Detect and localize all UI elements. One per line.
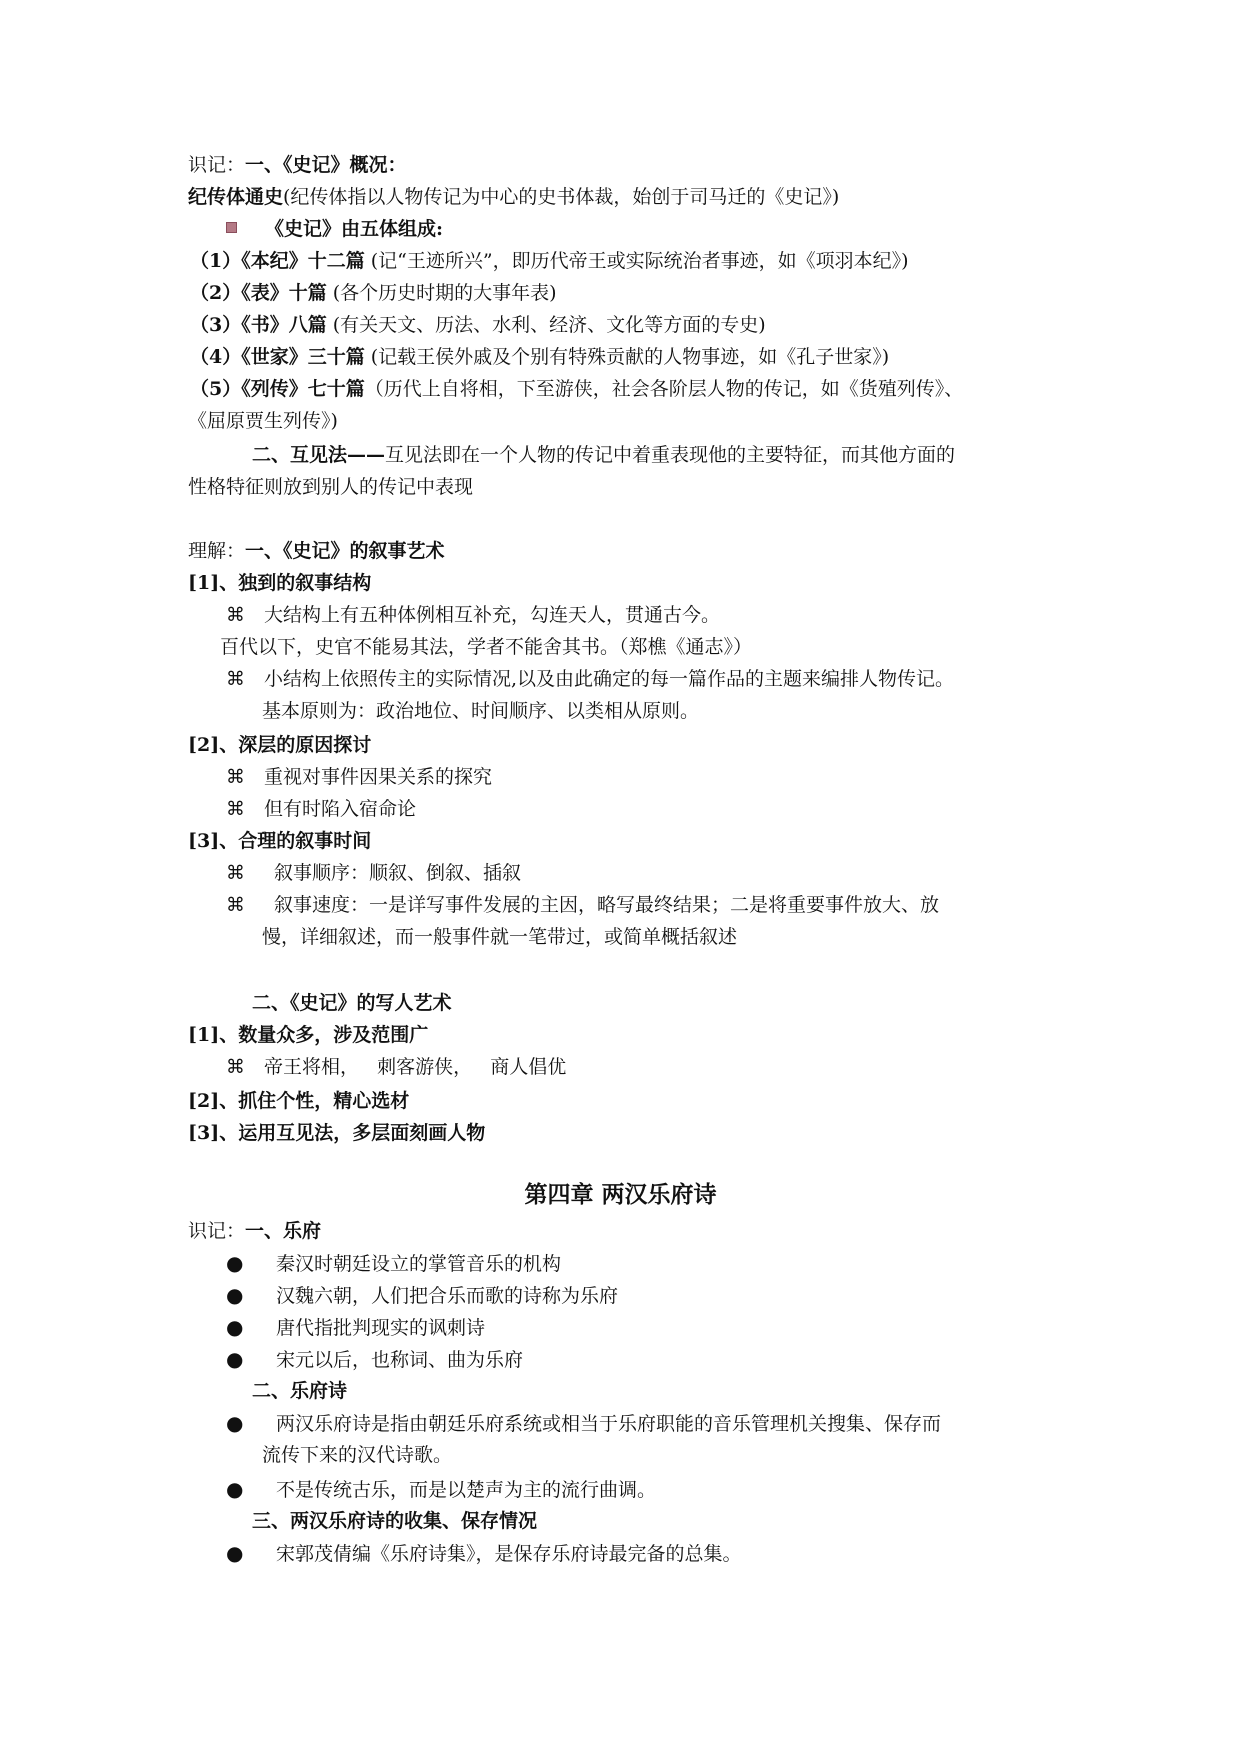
part-desc: (记载王侯外戚及个别有特殊贡献的人物事迹，如《孔子世家》) xyxy=(364,346,890,368)
portrait-heading: 二、《史记》的写人艺术 xyxy=(252,992,452,1014)
command-icon: ⌘ xyxy=(226,766,245,788)
chapter-title: 第四章 两汉乐府诗 xyxy=(524,1181,717,1208)
list-item-text: 汉魏六朝，人们把合乐而歌的诗称为乐府 xyxy=(276,1285,619,1307)
command-icon: ⌘ xyxy=(226,1056,245,1078)
list-item-cont: 流传下来的汉代诗歌。 xyxy=(262,1444,453,1466)
five-parts-line xyxy=(226,216,443,242)
part-name: （2）《表》十篇 xyxy=(190,282,327,304)
genre-line xyxy=(188,184,839,210)
command-icon: ⌘ xyxy=(226,862,245,884)
genre-desc: (纪传体指以人物传记为中心的史书体裁，始创于司马迁的《史记》) xyxy=(283,186,840,208)
part-5 xyxy=(190,376,963,402)
square-bullet-icon xyxy=(226,222,237,233)
part-5-cont: 《屈原贾生列传》) xyxy=(188,410,338,432)
genre-term: 纪传体通史 xyxy=(188,186,284,208)
chapter-h3: 三、两汉乐府诗的收集、保存情况 xyxy=(252,1510,538,1532)
command-icon: ⌘ xyxy=(226,604,245,626)
narrative-bullet xyxy=(226,764,492,790)
portrait-sub-2: [2]、抓住个性，精心选材 xyxy=(188,1090,410,1112)
part-3 xyxy=(190,312,766,338)
list-item-text: 两汉乐府诗是指由朝廷乐府系统或相当于乐府职能的音乐管理机关搜集、保存而 xyxy=(276,1413,942,1435)
narrative-bullet-cont: 慢，详细叙述，而一般事件就一笔带过，或简单概括叙述 xyxy=(262,926,738,948)
hujian-desc: 互见法即在一个人物的传记中着重表现他的主要特征，而其他方面的 xyxy=(385,444,956,466)
portrait-bullet xyxy=(226,1054,566,1080)
narrative-bullet-cont: 基本原则为：政治地位、时间顺序、以类相从原则。 xyxy=(262,700,700,722)
command-icon: ⌘ xyxy=(226,668,245,690)
narrative-bullet xyxy=(226,602,720,628)
portrait-sub-3: [3]、运用互见法，多层面刻画人物 xyxy=(188,1122,486,1144)
part-name: （1）《本纪》十二篇 xyxy=(190,250,365,272)
narrative-bullet xyxy=(226,666,954,692)
bullet-text: 大结构上有五种体例相互补充，勾连天人，贯通古今。 xyxy=(264,604,721,626)
narrative-bullet xyxy=(226,796,416,822)
part-name: （5）《列传》七十篇 xyxy=(190,378,365,400)
part-2 xyxy=(190,280,557,306)
narrative-sub-3: [3]、合理的叙事时间 xyxy=(188,830,372,852)
narrative-heading: 一、《史记》的叙事艺术 xyxy=(245,540,445,562)
overview-heading-line xyxy=(188,152,407,178)
narrative-sub-1: [1]、独到的叙事结构 xyxy=(188,572,372,594)
understand-label: 理解： xyxy=(188,540,246,562)
overview-heading: 一、《史记》概况： xyxy=(245,154,407,176)
list-item-text: 不是传统古乐，而是以楚声为主的流行曲调。 xyxy=(276,1479,657,1501)
command-icon: ⌘ xyxy=(226,798,245,820)
part-desc: (有关天文、历法、水利、经济、文化等方面的专史) xyxy=(326,314,766,336)
bullet-icon: ● xyxy=(226,1315,244,1339)
part-1 xyxy=(190,248,909,274)
recall-label: 识记： xyxy=(188,154,246,176)
chapter-h1-line xyxy=(188,1218,321,1244)
list-item xyxy=(226,1250,561,1277)
part-name: （4）《世家》三十篇 xyxy=(190,346,365,368)
hujian-cont: 性格特征则放到别人的传记中表现 xyxy=(188,476,474,498)
list-item xyxy=(226,1314,485,1341)
bullet-icon: ● xyxy=(226,1283,244,1307)
list-item-text: 宋元以后，也称词、曲为乐府 xyxy=(276,1349,524,1371)
list-item xyxy=(226,1540,742,1567)
bullet-icon: ● xyxy=(226,1541,244,1565)
list-item-text: 秦汉时朝廷设立的掌管音乐的机构 xyxy=(276,1253,562,1275)
bullet-icon: ● xyxy=(226,1477,244,1501)
part-desc: (记“王迹所兴”，即历代帝王或实际统治者事迹，如《项羽本纪》) xyxy=(364,250,909,272)
list-item-text: 唐代指批判现实的讽刺诗 xyxy=(276,1317,486,1339)
five-parts-heading: 《史记》由五体组成: xyxy=(265,218,444,240)
portrait-sub-1: [1]、数量众多，涉及范围广 xyxy=(188,1024,429,1046)
part-name: （3）《书》八篇 xyxy=(190,314,327,336)
bullet-icon: ● xyxy=(226,1251,244,1275)
bullet-text: 但有时陷入宿命论 xyxy=(264,798,417,820)
hujian-term: 二、互见法—— xyxy=(252,444,386,466)
narrative-quote: 百代以下，史官不能易其法，学者不能舍其书。（郑樵《通志》） xyxy=(220,636,753,658)
part-desc: (各个历史时期的大事年表) xyxy=(326,282,557,304)
bullet-text: 重视对事件因果关系的探究 xyxy=(264,766,493,788)
command-icon: ⌘ xyxy=(226,894,245,916)
list-item xyxy=(226,1410,941,1437)
bullet-text: 小结构上依照传主的实际情况,以及由此确定的每一篇作品的主题来编排人物传记。 xyxy=(264,668,955,690)
chapter-h2: 二、乐府诗 xyxy=(252,1380,348,1402)
bullet-text: 帝王将相， 刺客游侠， 商人倡优 xyxy=(264,1056,567,1078)
bullet-text: 叙事顺序：顺叙、倒叙、插叙 xyxy=(274,862,522,884)
bullet-icon: ● xyxy=(226,1411,244,1435)
chapter-h1: 一、乐府 xyxy=(245,1220,322,1242)
narrative-heading-line xyxy=(188,538,445,564)
narrative-bullet xyxy=(226,860,521,886)
bullet-text: 叙事速度：一是详写事件发展的主因，略写最终结果；二是将重要事件放大、放 xyxy=(274,894,940,916)
hujian-line xyxy=(252,442,955,468)
part-4 xyxy=(190,344,889,370)
list-item xyxy=(226,1346,523,1373)
narrative-sub-2: [2]、深层的原因探讨 xyxy=(188,734,372,756)
narrative-bullet xyxy=(226,892,939,918)
recall-label: 识记： xyxy=(188,1220,246,1242)
bullet-icon: ● xyxy=(226,1347,244,1371)
part-desc: （历代上自将相，下至游侠，社会各阶层人物的传记，如《货殖列传》、 xyxy=(364,378,964,400)
list-item xyxy=(226,1476,656,1503)
list-item xyxy=(226,1282,618,1309)
list-item-text: 宋郭茂倩编《乐府诗集》，是保存乐府诗最完备的总集。 xyxy=(276,1543,742,1565)
